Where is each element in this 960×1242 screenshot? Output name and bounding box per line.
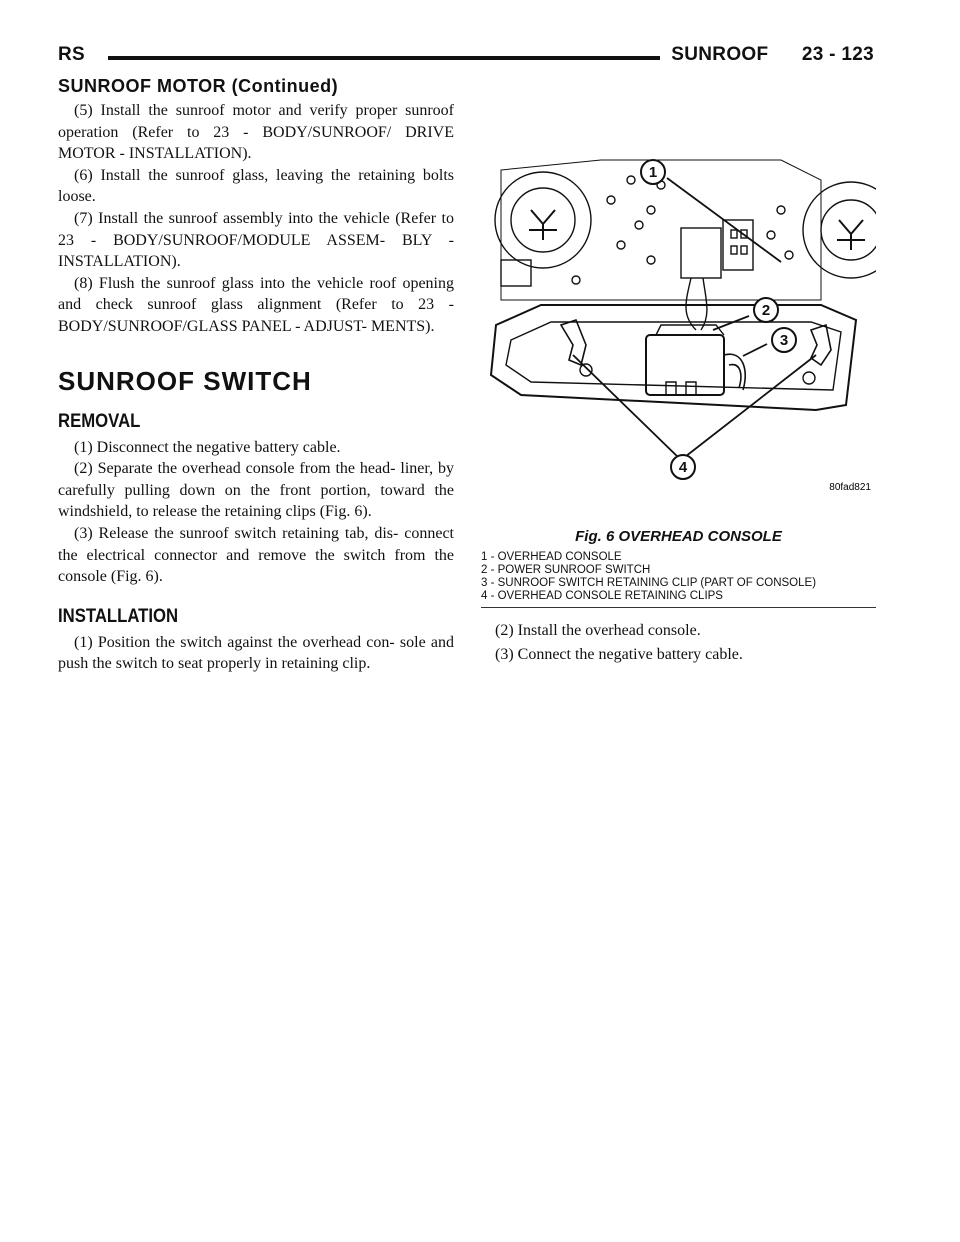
removal-heading: REMOVAL	[58, 410, 141, 432]
step-paragraph: (6) Install the sunroof glass, leaving the retaining bolts loose.	[58, 166, 454, 206]
figure-legend	[481, 551, 876, 608]
callout-2-label: 2	[761, 302, 771, 319]
step-paragraph: (1) Disconnect the negative battery cable.	[74, 438, 341, 456]
callout-4-label: 4	[678, 459, 688, 476]
callout-1-label: 1	[648, 164, 658, 181]
continued-heading: SUNROOF MOTOR (Continued)	[58, 76, 339, 96]
installation-heading: INSTALLATION	[58, 605, 179, 627]
legend-item: 4 - OVERHEAD CONSOLE RETAINING CLIPS	[481, 590, 723, 602]
retaining-clip-left	[561, 320, 586, 365]
callout-3-label: 3	[779, 332, 789, 349]
header-rule	[108, 56, 660, 60]
section-title: SUNROOF SWITCH	[58, 365, 312, 396]
step-paragraph: (8) Flush the sunroof glass into the vehicle roof opening and check sunroof glass alignment (Refer to 23 - BODY/SUNROOF/GLASS PANEL - ADJUST- MENTS).	[58, 274, 454, 335]
motor-disc-right	[803, 182, 876, 278]
step-paragraph: (5) Install the sunroof motor and verify proper sunroof operation (Refer to 23 - BODY/SUNROOF/ DRIVE MOTOR - INSTALLATION).	[58, 102, 454, 163]
figure-code: 80fad821	[829, 482, 871, 493]
step-paragraph: (3) Connect the negative battery cable.	[495, 645, 743, 663]
legend-item: 2 - POWER SUNROOF SWITCH	[481, 564, 651, 576]
installation-continued	[481, 620, 876, 665]
legend-item: 1 - OVERHEAD CONSOLE	[481, 551, 622, 563]
step-paragraph: (2) Separate the overhead console from the head- liner, by carefully pulling down on the front portion, toward the windshield, to release the retaining clips (Fig. 6).	[58, 460, 454, 521]
module-box	[681, 228, 721, 278]
step-paragraph: (7) Install the sunroof assembly into the vehicle (Refer to 23 - BODY/SUNROOF/MODULE ASSEM- BLY - INSTALLATION).	[58, 209, 454, 271]
figure-caption: Fig. 6 OVERHEAD CONSOLE	[575, 528, 782, 545]
legend-item: 3 - SUNROOF SWITCH RETAINING CLIP (PART OF CONSOLE)	[481, 577, 817, 589]
header-section-code: RS	[58, 44, 85, 65]
step-paragraph: (2) Install the overhead console.	[495, 622, 701, 639]
left-column	[58, 100, 454, 675]
retaining-clip-right	[811, 325, 831, 365]
header-page-title: SUNROOF 23 - 123	[671, 44, 874, 65]
motor-disc-left	[495, 172, 591, 268]
step-paragraph: (1) Position the switch against the overhead con- sole and push the switch to seat properly in retaining clip.	[58, 633, 454, 673]
right-column	[481, 150, 876, 667]
overhead-console-illustration	[481, 150, 876, 510]
overhead-console-figure	[481, 150, 876, 510]
step-paragraph: (3) Release the sunroof switch retaining tab, dis- connect the electrical connector and remove the switch from the console (Fig. 6).	[58, 524, 454, 586]
